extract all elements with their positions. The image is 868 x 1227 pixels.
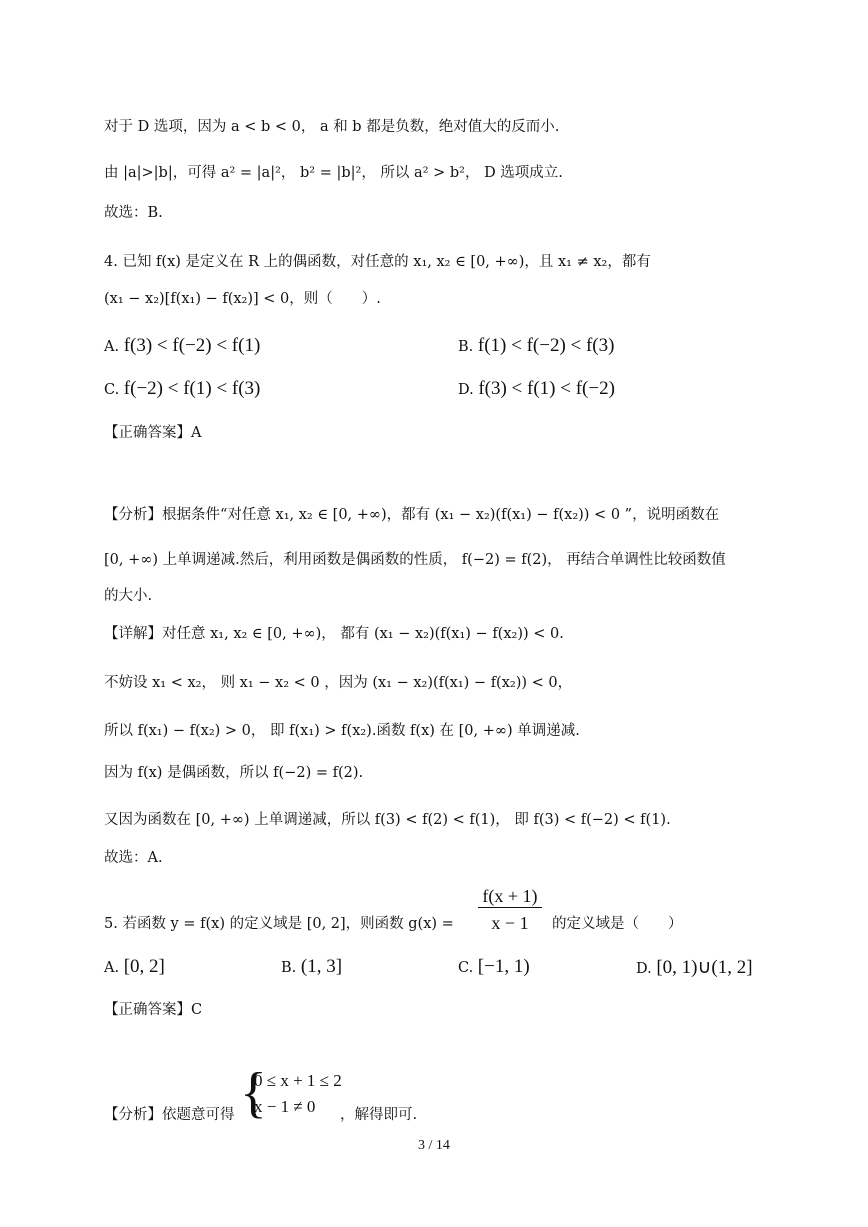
detail-line: 不妨设 x₁ < x₂， 则 x₁ − x₂ < 0 ，因为 (x₁ − x₂)(f(x₁) − f(x₂)) < 0， bbox=[104, 675, 573, 691]
option-expr: [0, 2] bbox=[123, 956, 165, 977]
question-5-stem: 5. 若函数 y = f(x) 的定义域是 [0, 2]，则函数 g(x) = bbox=[104, 916, 454, 932]
option-letter: B. bbox=[458, 339, 474, 355]
question-4-stem: 4. 已知 f(x) 是定义在 R 上的偶函数，对任意的 x₁, x₂ ∈ [0, +∞)，且 x₁ ≠ x₂，都有 bbox=[104, 254, 651, 270]
analysis-line: [0, +∞) 上单调递减.然后，利用函数是偶函数的性质， f(−2) = f(2)， 再结合单调性比较函数值 bbox=[104, 552, 726, 568]
fraction-numerator: f(x + 1) bbox=[478, 886, 542, 908]
page-number: 3 / 14 bbox=[418, 1138, 450, 1153]
option-letter: C. bbox=[104, 382, 120, 398]
analysis-line-cont: ，解得即可. bbox=[340, 1107, 418, 1123]
system-equation-2: x − 1 ≠ 0 bbox=[254, 1097, 316, 1116]
q4-option-d bbox=[458, 378, 615, 400]
text-line: 由 |a|>|b|，可得 a² = |a|²， b² = |b|²， 所以 a² > b²， D 选项成立. bbox=[104, 165, 563, 181]
detail-line: 因为 f(x) 是偶函数，所以 f(−2) = f(2). bbox=[104, 765, 364, 781]
option-expr: f(3) < f(−2) < f(1) bbox=[123, 335, 261, 356]
detail-line: 所以 f(x₁) − f(x₂) > 0， 即 f(x₁) > f(x₂).函数 f(x) 在 [0, +∞) 单调递减. bbox=[104, 723, 580, 739]
option-letter: A. bbox=[104, 960, 120, 976]
q4-option-a bbox=[104, 335, 260, 357]
fraction-denominator: x − 1 bbox=[491, 913, 529, 933]
q5-option-c bbox=[458, 956, 530, 978]
text-line: 对于 D 选项，因为 a < b < 0， a 和 b 都是负数，绝对值大的反而小. bbox=[104, 119, 560, 135]
q5-option-d bbox=[636, 956, 753, 979]
question-5-stem-cont: 的定义域是（ ） bbox=[552, 916, 683, 932]
detail-line: 故选：A. bbox=[104, 850, 163, 866]
option-expr: (1, 3] bbox=[300, 956, 343, 977]
system-equation-1: 0 ≤ x + 1 ≤ 2 bbox=[254, 1071, 342, 1090]
analysis-line: 的大小. bbox=[104, 588, 153, 604]
option-letter: D. bbox=[458, 382, 474, 398]
q4-option-c bbox=[104, 378, 260, 400]
detail-line: 又因为函数在 [0, +∞) 上单调递减，所以 f(3) < f(2) < f(1)， 即 f(3) < f(−2) < f(1). bbox=[104, 812, 671, 828]
question-4-stem-cont: (x₁ − x₂)[f(x₁) − f(x₂)] < 0，则（ ）. bbox=[104, 291, 381, 307]
option-expr: f(−2) < f(1) < f(3) bbox=[123, 378, 261, 399]
detail-line: 【详解】对任意 x₁, x₂ ∈ [0, +∞)， 都有 (x₁ − x₂)(f(x₁) − f(x₂)) < 0. bbox=[104, 626, 564, 642]
option-expr: [−1, 1) bbox=[477, 956, 530, 977]
analysis-line: 【分析】依题意可得 bbox=[104, 1107, 235, 1123]
option-expr: f(3) < f(1) < f(−2) bbox=[478, 378, 615, 399]
option-letter: D. bbox=[636, 961, 652, 977]
q5-option-a bbox=[104, 956, 165, 978]
q5-option-b bbox=[281, 956, 342, 978]
left-brace: { bbox=[240, 1062, 267, 1124]
answer-label: 【正确答案】C bbox=[104, 1002, 203, 1018]
option-expr: f(1) < f(−2) < f(3) bbox=[477, 335, 615, 356]
text-line: 故选：B. bbox=[104, 205, 163, 221]
analysis-line: 【分析】根据条件“对任意 x₁, x₂ ∈ [0, +∞)，都有 (x₁ − x₂)(f(x₁) − f(x₂)) < 0 ”，说明函数在 bbox=[104, 507, 720, 523]
q4-option-b bbox=[458, 335, 614, 357]
option-expr: [0, 1)∪(1, 2] bbox=[656, 957, 753, 978]
option-letter: A. bbox=[104, 339, 120, 355]
answer-label: 【正确答案】A bbox=[104, 425, 202, 441]
option-letter: C. bbox=[458, 960, 474, 976]
option-letter: B. bbox=[281, 960, 297, 976]
